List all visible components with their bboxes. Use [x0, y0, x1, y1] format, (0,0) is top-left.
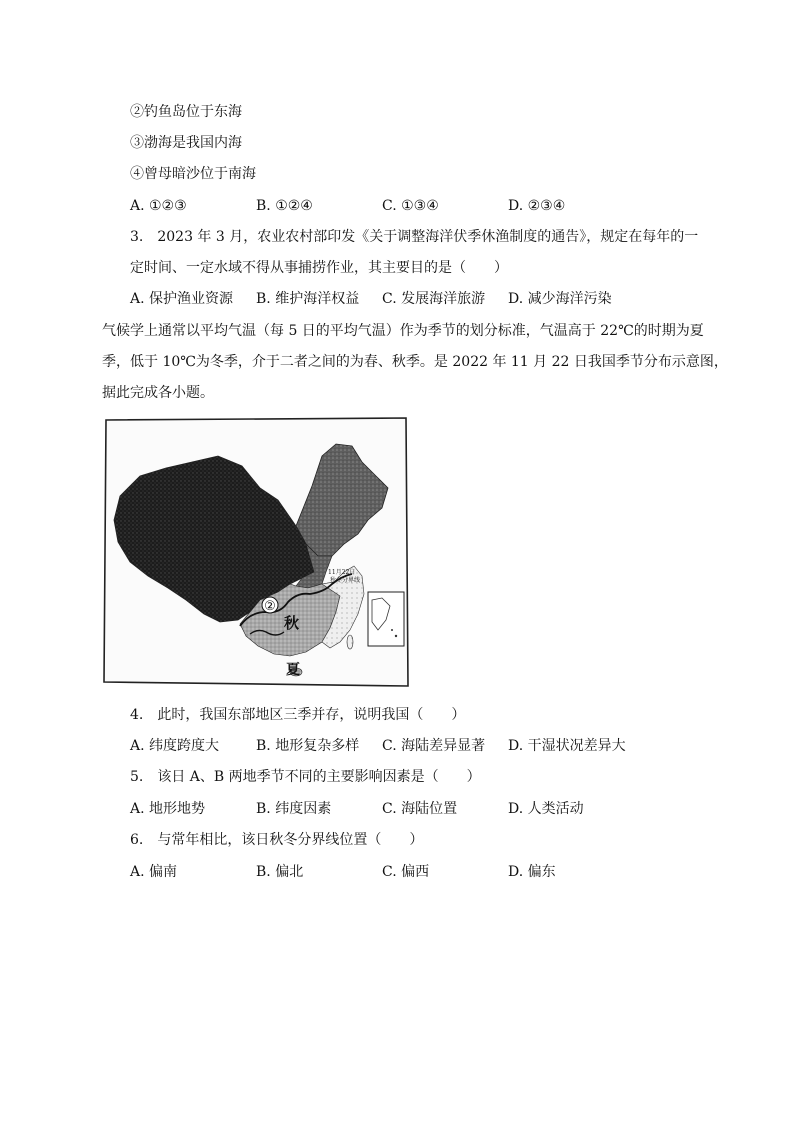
q2-option-a[interactable]: A. ①②③: [130, 198, 187, 214]
passage-line1: 气候学上通常以平均气温（每 5 日的平均气温）作为季节的划分标准，气温高于 22℃的时期为夏: [102, 323, 704, 339]
q4-option-d[interactable]: D. 干湿状况差异大: [508, 738, 626, 754]
q3-option-c[interactable]: C. 发展海洋旅游: [382, 291, 486, 307]
q6-option-b[interactable]: B. 偏北: [256, 864, 304, 880]
q6-option-d[interactable]: D. 偏东: [508, 864, 556, 880]
inset-dot: [391, 629, 393, 631]
q5-option-a[interactable]: A. 地形地势: [130, 801, 206, 817]
passage-line3: 据此完成各小题。: [102, 385, 214, 401]
q5-option-d[interactable]: D. 人类活动: [508, 801, 584, 817]
label-autumn: 秋: [284, 614, 300, 632]
statement-3: ③渤海是我国内海: [130, 135, 242, 151]
q2-option-b[interactable]: B. ①②④: [256, 198, 313, 214]
q6-option-a[interactable]: A. 偏南: [130, 864, 178, 880]
q3-option-b[interactable]: B. 维护海洋权益: [256, 291, 360, 307]
q4-option-a[interactable]: A. 纬度跨度大: [130, 738, 220, 754]
q3-stem-line2: 定时间、一定水域不得从事捕捞作业，其主要目的是（ ）: [130, 260, 508, 276]
annotation-line2: 秋冬分界线: [330, 577, 361, 584]
china-season-map: [100, 416, 412, 692]
q4-option-b[interactable]: B. 地形复杂多样: [256, 738, 360, 754]
label-circle-text: ②: [264, 599, 276, 614]
q3-option-d[interactable]: D. 减少海洋污染: [508, 291, 612, 307]
map-svg: [100, 416, 412, 692]
q6-stem: 6. 与常年相比，该日秋冬分界线位置（ ）: [130, 832, 424, 848]
taiwan-island: [347, 635, 353, 649]
q3-stem-line1: 3. 2023 年 3 月，农业农村部印发《关于调整海洋伏季休渔制度的通告》，规定在每年的一: [130, 229, 699, 245]
q5-stem: 5. 该日 A、B 两地季节不同的主要影响因素是（ ）: [130, 769, 481, 785]
annotation-line1: 11月22日: [328, 569, 356, 576]
label-summer: 夏: [286, 662, 300, 678]
q6-option-c[interactable]: C. 偏西: [382, 864, 430, 880]
inset-dot: [395, 635, 397, 637]
q5-option-c[interactable]: C. 海陆位置: [382, 801, 458, 817]
q4-option-c[interactable]: C. 海陆差异显著: [382, 738, 486, 754]
statement-4: ④曾母暗沙位于南海: [130, 166, 256, 182]
q5-option-b[interactable]: B. 纬度因素: [256, 801, 332, 817]
q2-option-c[interactable]: C. ①③④: [382, 198, 439, 214]
statement-2: ②钓鱼岛位于东海: [130, 104, 242, 120]
passage-line2: 季，低于 10℃为冬季，介于二者之间的为春、秋季。是 2022 年 11 月 22 日我国季节分布示意图，: [102, 354, 728, 370]
q4-stem: 4. 此时，我国东部地区三季并存，说明我国（ ）: [130, 707, 466, 723]
q2-option-d[interactable]: D. ②③④: [508, 198, 566, 214]
q3-option-a[interactable]: A. 保护渔业资源: [130, 291, 234, 307]
